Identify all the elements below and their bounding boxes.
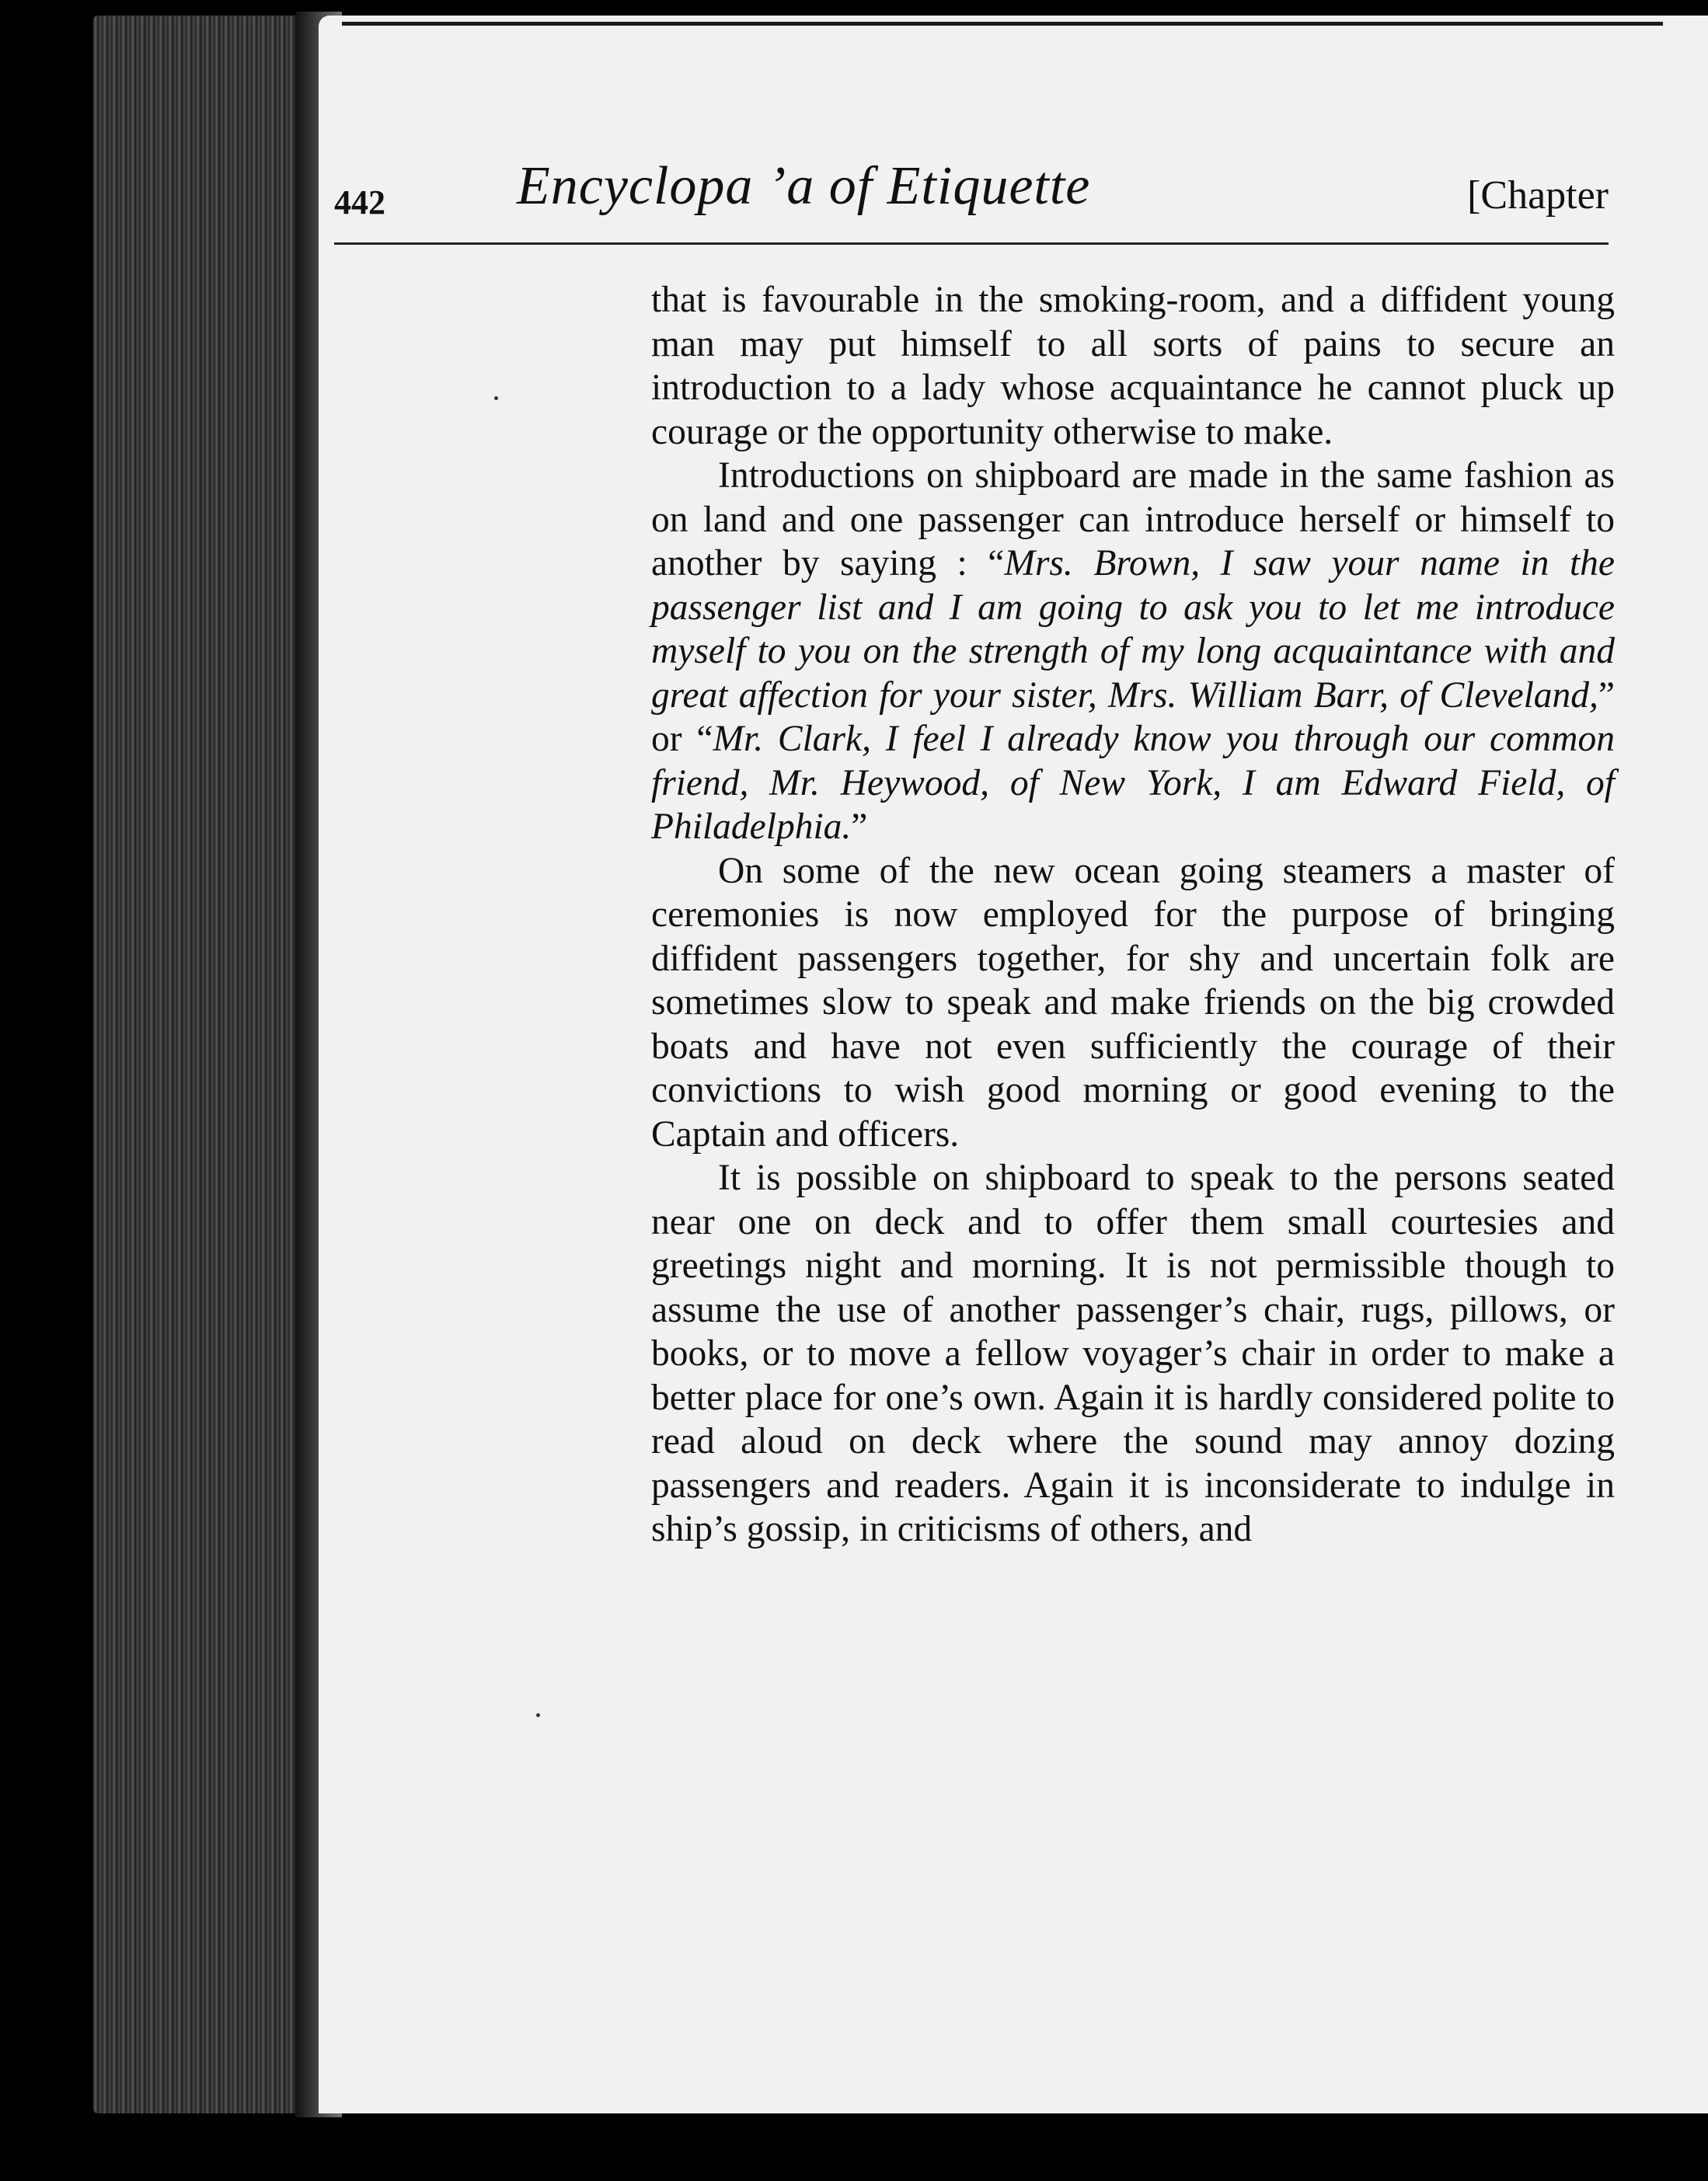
page-number: 442 — [334, 183, 385, 221]
quote-separator: ” or “ — [651, 674, 1615, 759]
paragraph-2 — [651, 454, 1615, 849]
quote-close: ” — [851, 807, 868, 847]
chapter-label: [Chapter — [1467, 173, 1609, 218]
book-page-edges — [93, 16, 326, 2113]
paragraph-3: On some of the new ocean going steamers a master of ceremonies is now employed for the purpose of bringing diffident passengers together, for shy and uncertain folk are sometimes slow to speak and make friends on the big crowded boats and have not even sufficiently the courage of their convictions to wish good morning or good evening to the Captain and officers. — [651, 850, 1615, 1155]
header-rule — [334, 242, 1609, 245]
quote-mr-clark: Mr. Clark, I feel I already know you through our common friend, Mr. Heywood, of New York, I am Edward Field, of Philadelphia. — [651, 719, 1615, 847]
body-text — [651, 278, 1615, 1552]
page-header — [334, 155, 1609, 233]
paragraph-1: that is favourable in the smoking-room, and a diffident young man may put himself to all sorts of pains to secure an introduction to a lady whose acquaintance he cannot pluck up courage or the opportunity otherwise to make. — [651, 280, 1615, 452]
quote-mrs-brown: Mrs. Brown, I saw your name in the passenger list and I am going to ask you to let me introduce myself to you on the strength of my long acquaintance with and great affection for your sister, Mrs. William Barr, of Cleveland, — [651, 543, 1615, 716]
page-top-edge — [342, 22, 1663, 26]
scan-speck — [536, 1713, 540, 1717]
running-title: Encyclopa ʼa of Etiquette — [517, 156, 1091, 216]
scan-speck — [494, 396, 498, 400]
paragraph-2-lead: Introductions on shipboard are made in the same fashion as on land and one passenger can introduce herself or himself to another by saying : “ — [651, 455, 1615, 584]
paragraph-4: It is possible on shipboard to speak to the persons seated near one on deck and to offer them small courtesies and greetings night and morning. It is not permissible though to assume the use of another passenger’s chair, rugs, pillows, or books, or to move a fellow voyager’s chair in order to make a better place for one’s own. Again it is hardly considered polite to read aloud on deck where the sound may annoy dozing passengers and readers. Again it is inconsiderate to indulge in ship’s gossip, in criticisms of others, and — [651, 1158, 1615, 1549]
